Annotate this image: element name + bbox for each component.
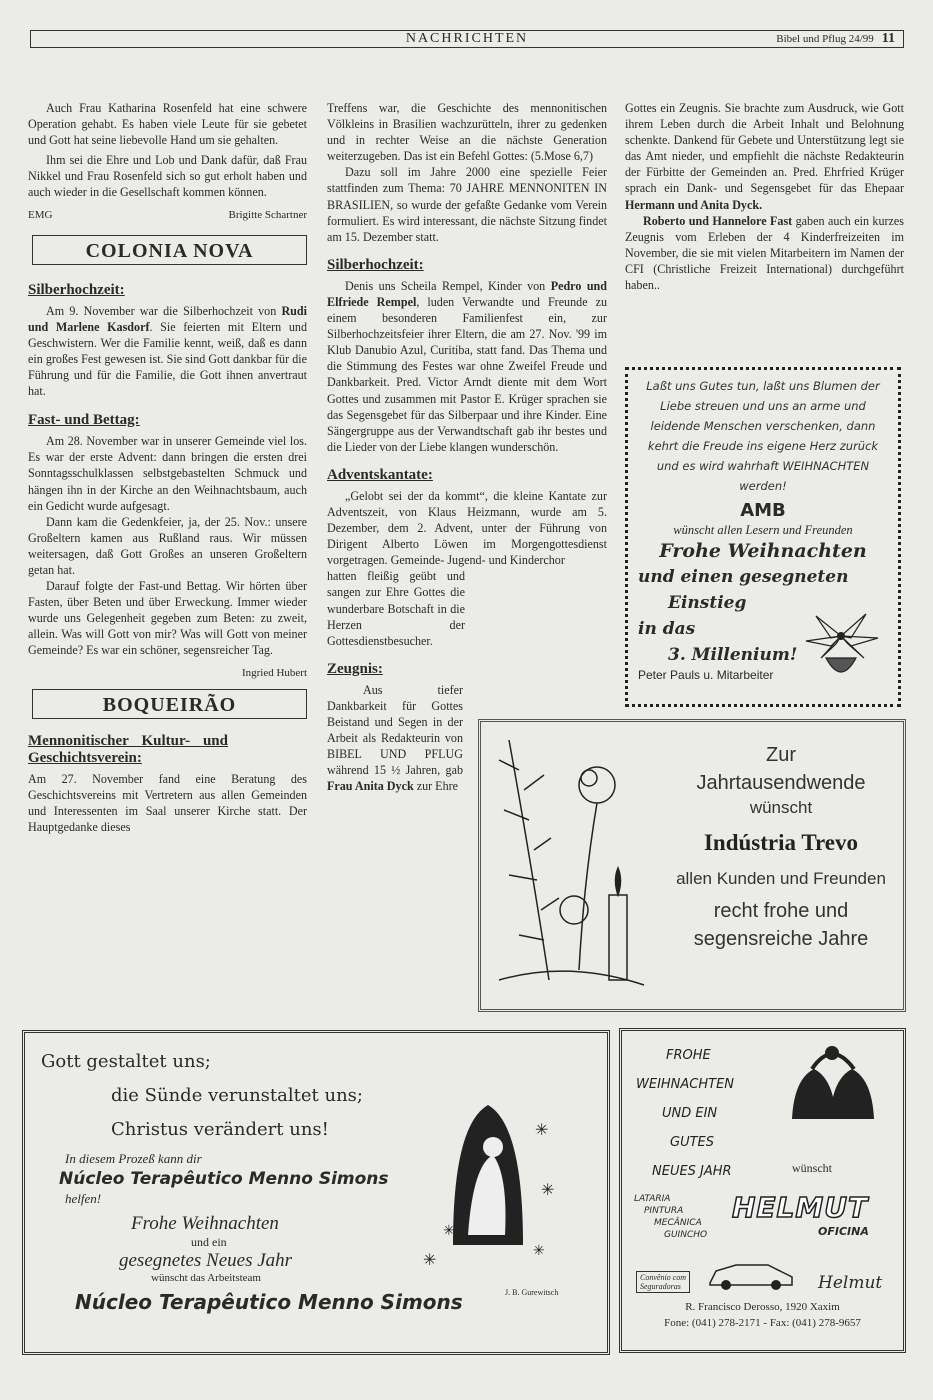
greeting-line: in das xyxy=(638,619,696,639)
car-icon xyxy=(706,1257,796,1293)
ad-greeting xyxy=(636,1041,734,1186)
services-list xyxy=(634,1193,707,1241)
greeting-line: UND EIN xyxy=(662,1106,718,1121)
svg-text:✳: ✳ xyxy=(535,1122,549,1139)
section-title: NACHRICHTEN xyxy=(405,31,529,46)
paragraph-narrow: Aus tiefer Dankbarkeit für Gottes Beistand und Segen in der Arbeit als Redakteurin von BIBEL UND PFLUG während 15 ½ Jahren, gab Frau Anita Dyck zur Ehre xyxy=(327,682,463,794)
phone: Fone: (041) 278-2171 - Fax: (041) 278-9657 xyxy=(664,1317,861,1329)
ad-line: und ein xyxy=(191,1235,227,1249)
paragraph: Ihm sei die Ehre und Lob und Dank dafür, daß Frau Nikkel und Frau Rosenfeld sich so gut erholt haben und auch wieder in die Gesellschaft kommen können. xyxy=(28,153,307,200)
service-item: MECÂNICA xyxy=(654,1218,702,1228)
subheading: Adventskantate: xyxy=(327,466,433,483)
paragraph: Darauf folgte der Fast-und Bettag. Wir hörten über Fasten, über Beten und über Erweckung. Immer wieder wurde uns Gelegenheit gegeben zum Beten: zu zweit, allein. Was will Gott von mir? Was will Gott von meiner Gemeinde? Es war ein schöner, segensreicher Tag. xyxy=(28,579,307,658)
trevo-advertisement xyxy=(478,719,906,1012)
greeting-line: GUTES xyxy=(670,1135,714,1150)
ad-line: die Sünde verunstaltet uns; xyxy=(111,1085,363,1106)
paragraph: Denis uns Scheila Rempel, Kinder von Pedro und Elfriede Rempel, luden Verwandte und Freunde zu einem besonderen Familienfest ein, zur Silberhochzeitsfeier ihrer Eltern, die am 27. Nov. '99 im Klub Danubio Azul, Curitiba, statt fand. Das Thema und die Stimmung des Festes war ohne Zweifel Freude und Dankbarkeit. Pred. Victor Arndt diente mit dem Wort Gottes und zusammen mit Pastor E. Krüger sprachen sie das Segensgebet für das Silberpaar und ihre Kinder. Eine Sängergruppe aus der Verwandtschaft gab ihr bestes und die Lieder von der Liebe klangen wunderschön. xyxy=(327,278,608,454)
author-name: Brigitte Schartner xyxy=(228,208,307,221)
subheading: Fast- und Bettag: xyxy=(28,412,140,429)
greeting-line: WEIHNACHTEN xyxy=(636,1077,735,1092)
ad-name: Núcleo Terapêutico Menno Simons xyxy=(59,1169,389,1189)
greeting-line: Frohe Weihnachten xyxy=(659,540,867,562)
greeting-line: NEUES JAHR xyxy=(652,1164,732,1179)
oficina-label: OFICINA xyxy=(818,1225,869,1238)
ad-line: wünscht xyxy=(749,798,813,817)
candle-flower-icon xyxy=(489,730,649,1000)
ad-line: allen Kunden und Freunden xyxy=(676,869,886,888)
paragraph: Dann kam die Gedenkfeier, ja, der 25. Nov.: unsere Großeltern kamen aus Rußland raus. Wir müssen weitersagen, daß Gott Großes an unseren Großeltern getan hat. xyxy=(28,514,307,577)
service-item: LATARIA xyxy=(634,1194,671,1204)
signature: Helmut xyxy=(818,1273,883,1293)
insurance-badge: Convênio com Seguradoras xyxy=(636,1271,690,1293)
paragraph: Am 28. November war in unserer Gemeinde viel los. Es war der erste Advent: dann bringen die ersten drei Sonntagsschulklassen selbstgebastelten Schmuck und hängen ihn in der Kirche an den Weihnachtsbaum, auch ein Gedicht wurde aufgesagt. xyxy=(28,434,307,513)
ad-company: Indústria Trevo xyxy=(703,830,858,855)
ad-line: Frohe Weihnachten xyxy=(131,1213,279,1234)
issue-info xyxy=(776,31,895,47)
page-number: 11 xyxy=(881,31,895,46)
ad-brand: AMB xyxy=(740,500,786,521)
ad-line: segensreiche Jahre xyxy=(693,928,869,950)
svg-text:✳: ✳ xyxy=(541,1182,555,1199)
paragraph: „Gelobt sei der da kommt“, die kleine Kantate zur Adventszeit, von Klaus Heizmann, wurde am 5. Dezember, dem 2. Advent, unter der Führung von Dirigent Alberto Löwen im Morgengottesdienst vorgetragen. Gemeinde- Jugend- und Kinderchor xyxy=(327,488,607,568)
column-3 xyxy=(625,100,904,293)
service-item: GUINCHO xyxy=(664,1230,708,1240)
artist-credit: J. B. Gurewitsch xyxy=(505,1288,559,1297)
svg-text:✳: ✳ xyxy=(533,1244,545,1259)
ad-quote: Laßt uns Gutes tun, laßt uns Blumen der Liebe streuen und uns an arme und leidende Menschen verschenken, dann kehrt die Freude ins eigene Herz zurück und es wird wahrhaft WEIHNACHTEN werden! xyxy=(646,379,880,493)
section-heading-colonia-nova: COLONIA NOVA xyxy=(32,235,307,265)
greeting-line: Einstieg xyxy=(668,593,747,613)
section-heading-boqueirao: BOQUEIRÃO xyxy=(32,689,307,719)
svg-text:✳: ✳ xyxy=(423,1252,437,1269)
paragraph: Roberto und Hannelore Fast gaben auch ein kurzes Zeugnis vom Erleben der 4 Kinderfreizeiten im November, die sie mit vielen Mitarbeitern im Namen der CFI (Christliche Freizeit International) durchgeführt haben.. xyxy=(625,213,904,293)
ad-name: Núcleo Terapêutico Menno Simons xyxy=(75,1290,463,1314)
ad-line: wünscht das Arbeitsteam xyxy=(151,1272,261,1284)
ad-line: In diesem Prozeß kann dir xyxy=(65,1151,202,1166)
greeting-line: 3. Millenium! xyxy=(668,645,798,665)
subheading: Silberhochzeit: xyxy=(327,256,424,273)
ad-line: Gott gestaltet uns; xyxy=(41,1051,211,1072)
poinsettia-icon xyxy=(796,606,886,688)
ad-wish: wünscht xyxy=(792,1161,832,1175)
menno-simons-advertisement xyxy=(22,1030,610,1355)
column-1 xyxy=(28,100,307,835)
svg-text:✳: ✳ xyxy=(443,1224,455,1239)
greeting-line: und einen gesegneten xyxy=(638,567,849,587)
paragraph: Dazu soll im Jahre 2000 eine spezielle Feier stattfinden zum Thema: 70 JAHRE MENNONITEN IN BRASILIEN, so wurde der gefaßte Gedanke vom Verein formuliert. Es wird interessant, die nächste Sitzung findet am 15. Dezember statt. xyxy=(327,165,607,244)
subheading: Zeugnis: xyxy=(327,660,383,677)
paragraph: Am 9. November war die Silberhochzeit von Rudi und Marlene Kasdorf. Sie feierten mit Eltern und Geschwistern. Wer die Familie kennt, weiß, daß es dann ein großes Fest gewesen ist. Sie sind Gott dankbar für die Führung und für die Familie, die Gott ihnen anvertraut hat. xyxy=(28,303,307,399)
service-item: PINTURA xyxy=(644,1206,684,1216)
ad-line: Jahrtausendwende xyxy=(696,772,866,794)
signature-line xyxy=(28,207,307,223)
issue-label: Bibel und Pflug 24/99 xyxy=(776,33,874,45)
ad-line: Zur xyxy=(766,744,796,766)
helmut-logo: HELMUT xyxy=(732,1191,869,1224)
ad-line: recht frohe und xyxy=(713,900,849,922)
paragraph: Am 27. November fand eine Beratung des Geschichtsvereins mit Vertretern aus allen Gemeinden und Interessenten im Saal unserer Kirche statt. Der Hauptgedanke dieses xyxy=(28,771,307,834)
address: R. Francisco Derosso, 1920 Xaxim xyxy=(685,1301,840,1313)
paragraph-narrow: hatten fleißig geübt und sangen zur Ehre Gottes die wunderbare Botschaft in die Herzen der Gottesdienstbesucher. xyxy=(327,569,465,648)
paragraph: Treffens war, die Geschichte des mennonitischen Völkleins in Brasilien wachzurütteln, ihrer zu gedenken und in rechter Weise an die nächste Generation weiterzugeben. Das ist ein Befehl Gottes: (5.Mose 6,7) xyxy=(327,101,607,164)
column-2 xyxy=(327,100,607,794)
ad-sender: Peter Pauls u. Mitarbeiter xyxy=(638,668,774,682)
paragraph: Auch Frau Katharina Rosenfeld hat eine schwere Operation gehabt. Es haben viele Leute für sie gebetet und Gott hat seine liebevolle Hand um sie gehalten. xyxy=(28,101,307,148)
subheading: Mennonitischer Kultur- und Geschichtsverein: xyxy=(28,732,228,766)
author-initials: EMG xyxy=(28,208,53,221)
amb-advertisement xyxy=(625,367,901,707)
ad-line: gesegnetes Neues Jahr xyxy=(119,1250,293,1271)
ad-wish: wünscht allen Lesern und Freunden xyxy=(673,523,853,537)
helmut-advertisement xyxy=(619,1028,906,1353)
ad-line: Christus verändert uns! xyxy=(111,1119,329,1140)
ad-line: helfen! xyxy=(65,1191,102,1206)
greeting-line: FROHE xyxy=(666,1048,711,1063)
page-header xyxy=(30,30,904,48)
author-name: Ingried Hubert xyxy=(241,666,307,679)
nativity-icon xyxy=(413,1085,563,1285)
subheading: Silberhochzeit: xyxy=(28,281,125,298)
paragraph: Gottes ein Zeugnis. Sie brachte zum Ausdruck, wie Gott ihrem Leben durch die Arbeit Inhalt und Belohnung schenkte. Dankend für Gebete und Unterstützung legt sie das Amt nieder, und empfiehlt die nächste Redakteurin der Fürbitte der Gemeinden an. Pred. Ehrfried Krüger sprach ein Dank- und Segensgebet für das Ehepaar Hermann und Anita Dyck. xyxy=(625,101,904,212)
bells-icon xyxy=(772,1039,892,1129)
